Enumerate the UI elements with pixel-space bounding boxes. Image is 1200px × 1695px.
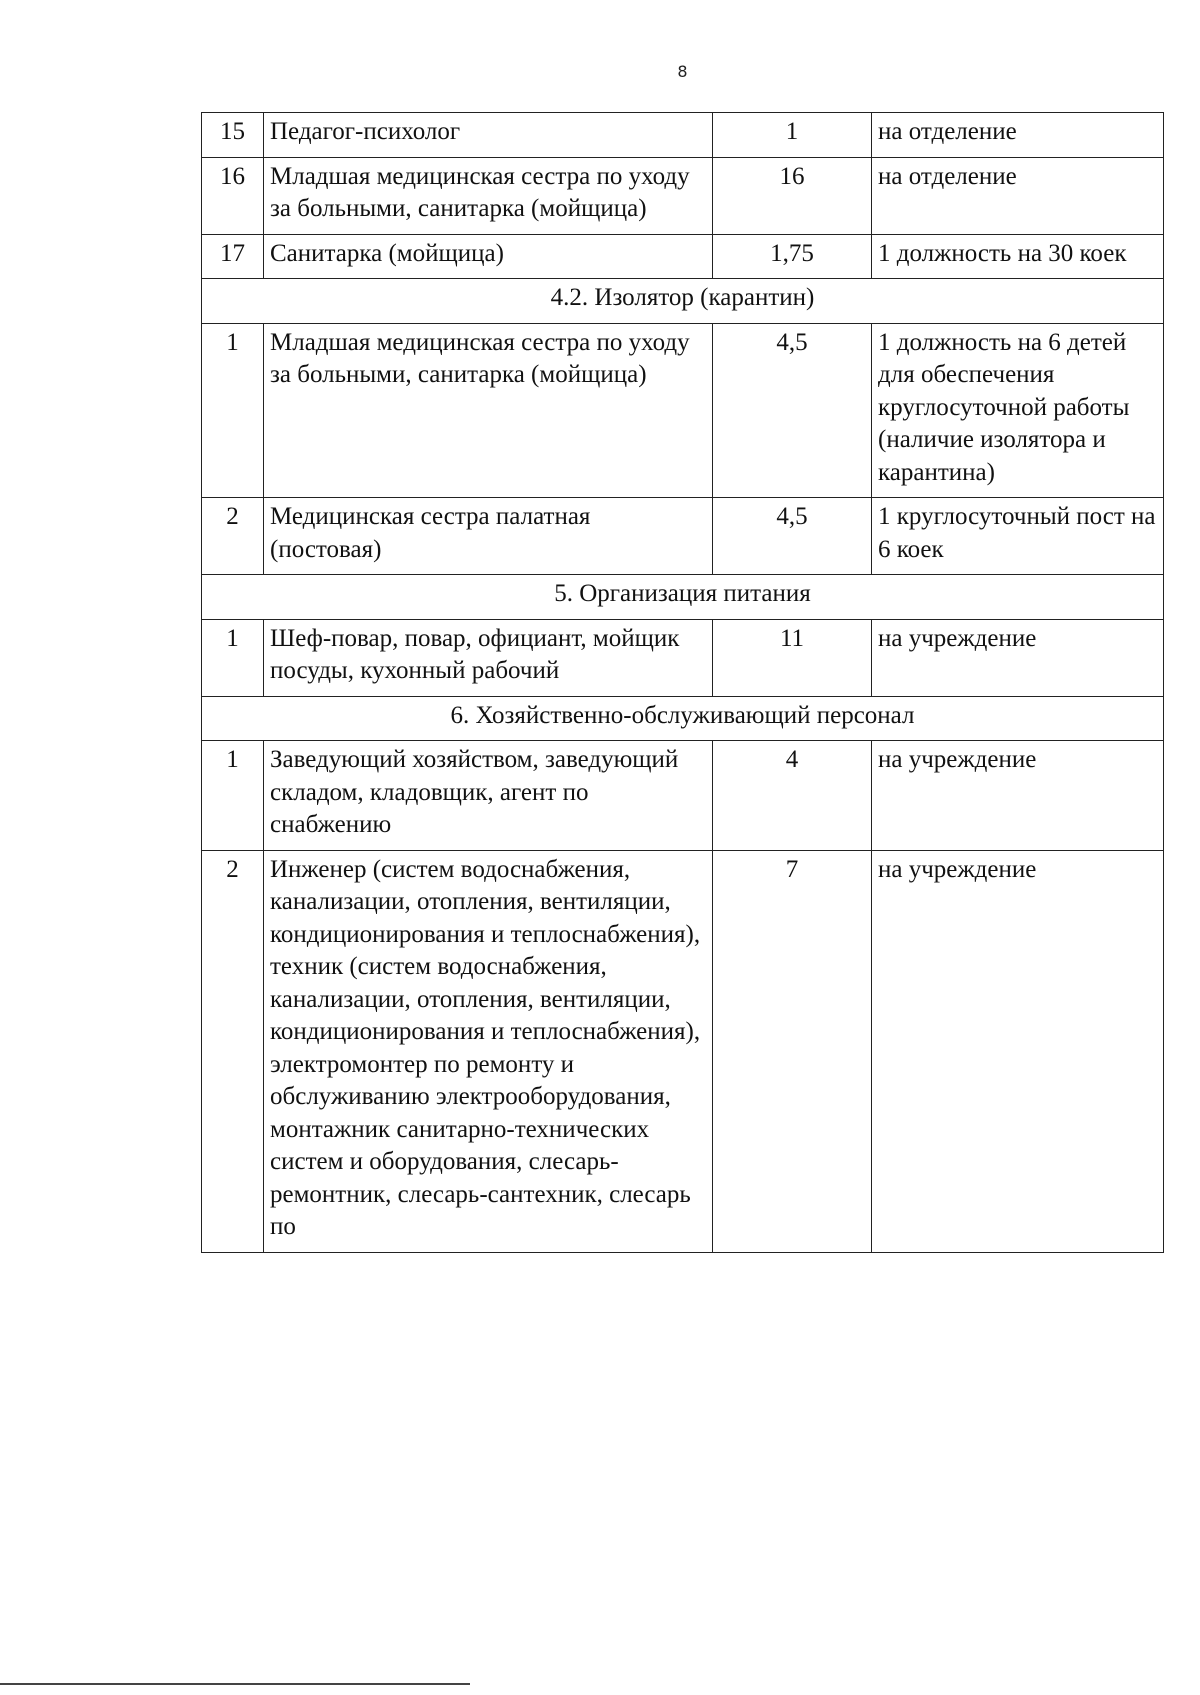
row-number: 2 [202,498,264,575]
position-count: 11 [713,619,872,696]
section-row [202,575,1164,620]
table-row [202,157,1164,234]
row-number: 15 [202,113,264,158]
position-count: 4 [713,741,872,851]
position-name: Медицинская сестра палатная (постовая) [264,498,713,575]
row-number: 1 [202,323,264,498]
section-heading: 4.2. Изолятор (карантин) [202,279,1164,324]
table-row [202,619,1164,696]
table-row [202,113,1164,158]
position-note: на отделение [872,113,1164,158]
position-name: Младшая медицинская сестра по уходу за больными, санитарка (мойщица) [264,323,713,498]
staffing-table [201,112,1164,1253]
position-name: Педагог-психолог [264,113,713,158]
row-number: 16 [202,157,264,234]
row-number: 1 [202,741,264,851]
section-heading: 6. Хозяйственно-обслуживающий персонал [202,696,1164,741]
section-heading: 5. Организация питания [202,575,1164,620]
table-row [202,741,1164,851]
position-name: Инженер (систем водоснабжения, канализации, отопления, вентиляции, кондиционирования и теплоснабжения), техник (систем водоснабжения, канализации, отопления, вентиляции, кондиционирования и теплоснабжения), электромонтер по ремонту и обслуживанию электрооборудования, монтажник санитарно-технических систем и оборудования, слесарь-ремонтник, слесарь-сантехник, слесарь по [264,850,713,1252]
section-row [202,696,1164,741]
table-row [202,850,1164,1252]
position-count: 4,5 [713,323,872,498]
position-count: 1,75 [713,234,872,279]
position-note: 1 должность на 30 коек [872,234,1164,279]
position-count: 16 [713,157,872,234]
row-number: 1 [202,619,264,696]
position-note: на отделение [872,157,1164,234]
position-count: 4,5 [713,498,872,575]
position-note: на учреждение [872,619,1164,696]
position-note: на учреждение [872,741,1164,851]
position-note: 1 круглосуточный пост на 6 коек [872,498,1164,575]
position-count: 7 [713,850,872,1252]
page-number: 8 [677,62,688,81]
position-name: Санитарка (мойщица) [264,234,713,279]
row-number: 2 [202,850,264,1252]
position-name: Шеф-повар, повар, официант, мойщик посуды, кухонный рабочий [264,619,713,696]
position-count: 1 [713,113,872,158]
row-number: 17 [202,234,264,279]
section-row [202,279,1164,324]
table-row [202,498,1164,575]
position-name: Заведующий хозяйством, заведующий складом, кладовщик, агент по снабжению [264,741,713,851]
table-row [202,323,1164,498]
position-name: Младшая медицинская сестра по уходу за больными, санитарка (мойщица) [264,157,713,234]
position-note: 1 должность на 6 детей для обеспечения круглосуточной работы (наличие изолятора и карантина) [872,323,1164,498]
table-row [202,234,1164,279]
position-note: на учреждение [872,850,1164,1252]
scan-edge-line [0,1683,470,1685]
